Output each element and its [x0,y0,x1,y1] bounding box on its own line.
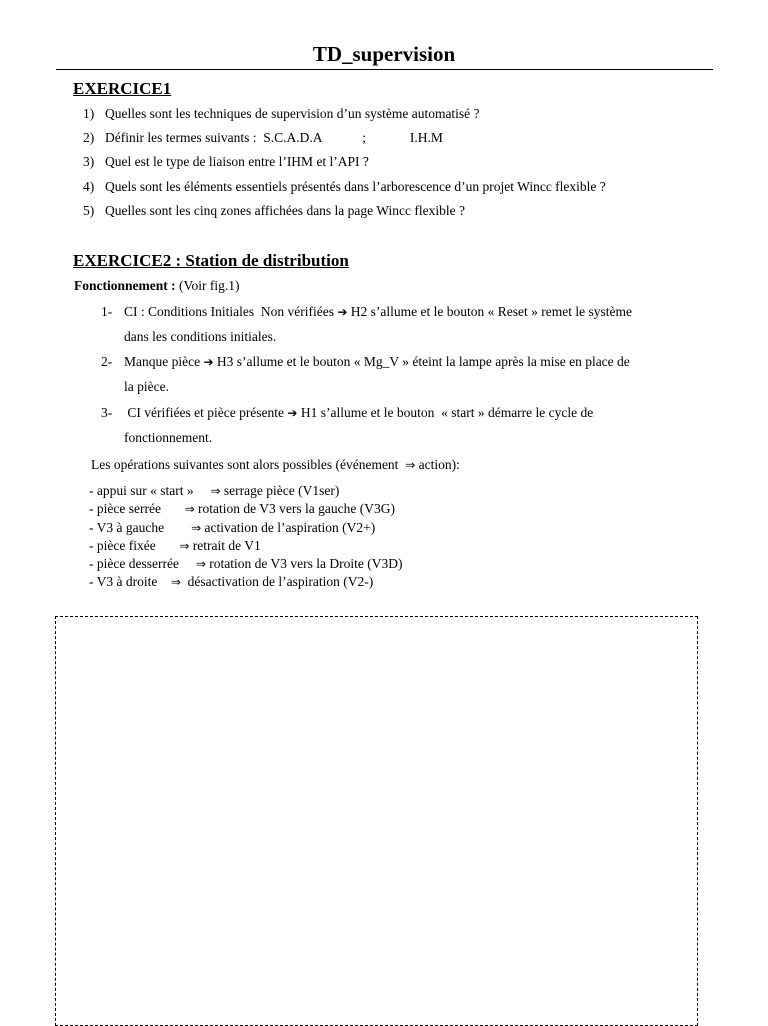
question-item [83,106,606,130]
exercice1-heading: EXERCICE1 [73,79,172,98]
operation-event: - appui sur « start » [89,483,211,498]
question-item [83,203,606,227]
question-item [83,154,606,178]
item-2-line [101,354,630,370]
operation-event: - V3 à gauche [89,519,192,535]
operation-action: activation de l’aspiration (V2+) [201,519,376,535]
question-text: Quels sont les éléments essentiels présentés dans l’arborescence d’un projet Wincc flexible ? [105,178,606,194]
implies-icon: ⇒ [179,538,190,553]
implies-icon: ⇒ [210,484,221,498]
operations-intro-text: Les opérations suivantes sont alors possibles (événement [91,457,406,472]
question-number: 1) [83,106,95,121]
page-title: TD_supervision [312,42,456,66]
implies-icon: ⇒ [195,557,206,572]
operation-event: - pièce desserrée [89,556,196,572]
operation-item [89,501,402,519]
item-2-continuation: la pièce. [124,379,169,394]
implies-icon: ⇒ [184,502,195,517]
item-text: H3 s’allume et le bouton « Mg_V » éteint la lampe après la mise en place de [213,354,630,369]
operation-event: - pièce fixée [89,537,180,553]
item-number: 1- [101,304,113,319]
figure-frame [55,616,698,1026]
item-text: CI vérifiées et pièce présente [124,405,288,420]
operations-list [89,483,402,593]
question-number: 3) [83,154,95,170]
question-text: Définir les termes suivants : S.C.A.D.A ; I.H.M [105,130,443,146]
operation-event: - V3 à droite [89,574,171,590]
exercice2-heading: EXERCICE2 : Station de distribution [73,251,349,270]
operations-intro [91,457,460,473]
question-number: 5) [83,202,95,218]
operation-item [89,538,402,556]
fonctionnement-ref: (Voir fig.1) [179,278,240,293]
question-number: 4) [83,178,95,194]
item-number: 3- [101,405,113,420]
item-1-line [101,304,632,320]
operation-item [89,520,402,538]
right-arrow-icon: ➔ [203,355,214,369]
fonctionnement-label: Fonctionnement : [74,278,176,293]
operation-action: désactivation de l’aspiration (V2-) [180,574,374,590]
operation-action: rotation de V3 vers la gauche (V3G) [194,501,395,517]
operation-item [89,483,402,501]
question-item [83,179,606,203]
operation-item [89,574,402,592]
operation-event: - pièce serrée [89,501,185,517]
item-1-continuation: dans les conditions initiales. [124,329,277,344]
exercice1-questions [83,106,606,227]
question-text: Quelles sont les techniques de supervision d’un système automatisé ? [105,106,480,121]
operation-item [89,556,402,574]
question-text: Quel est le type de liaison entre l’IHM et l’API ? [105,154,369,170]
right-arrow-icon: ➔ [287,406,298,420]
item-text: CI : Conditions Initiales Non vérifiées [124,304,338,319]
right-arrow-icon: ➔ [337,305,348,319]
implies-icon: ⇒ [191,520,202,535]
implies-icon: ⇒ [170,575,181,590]
item-3-line [101,405,593,421]
operation-action: rotation de V3 vers la Droite (V3D) [205,556,403,572]
operation-action: serrage pièce (V1ser) [220,483,340,498]
fonctionnement-line [74,278,240,294]
implies-icon: ⇒ [405,458,416,472]
question-item [83,130,606,154]
question-text: Quelles sont les cinq zones affichées dans la page Wincc flexible ? [105,202,465,218]
operations-intro-text: action): [415,457,460,472]
item-text: Manque pièce [124,354,204,369]
item-text: H1 s’allume et le bouton « start » démarre le cycle de [297,405,594,420]
item-3-continuation: fonctionnement. [124,430,213,445]
operation-action: retrait de V1 [189,537,261,553]
title-underline [56,69,713,70]
question-number: 2) [83,130,95,146]
item-number: 2- [101,354,113,369]
item-text: H2 s’allume et le bouton « Reset » remet le système [347,304,632,319]
